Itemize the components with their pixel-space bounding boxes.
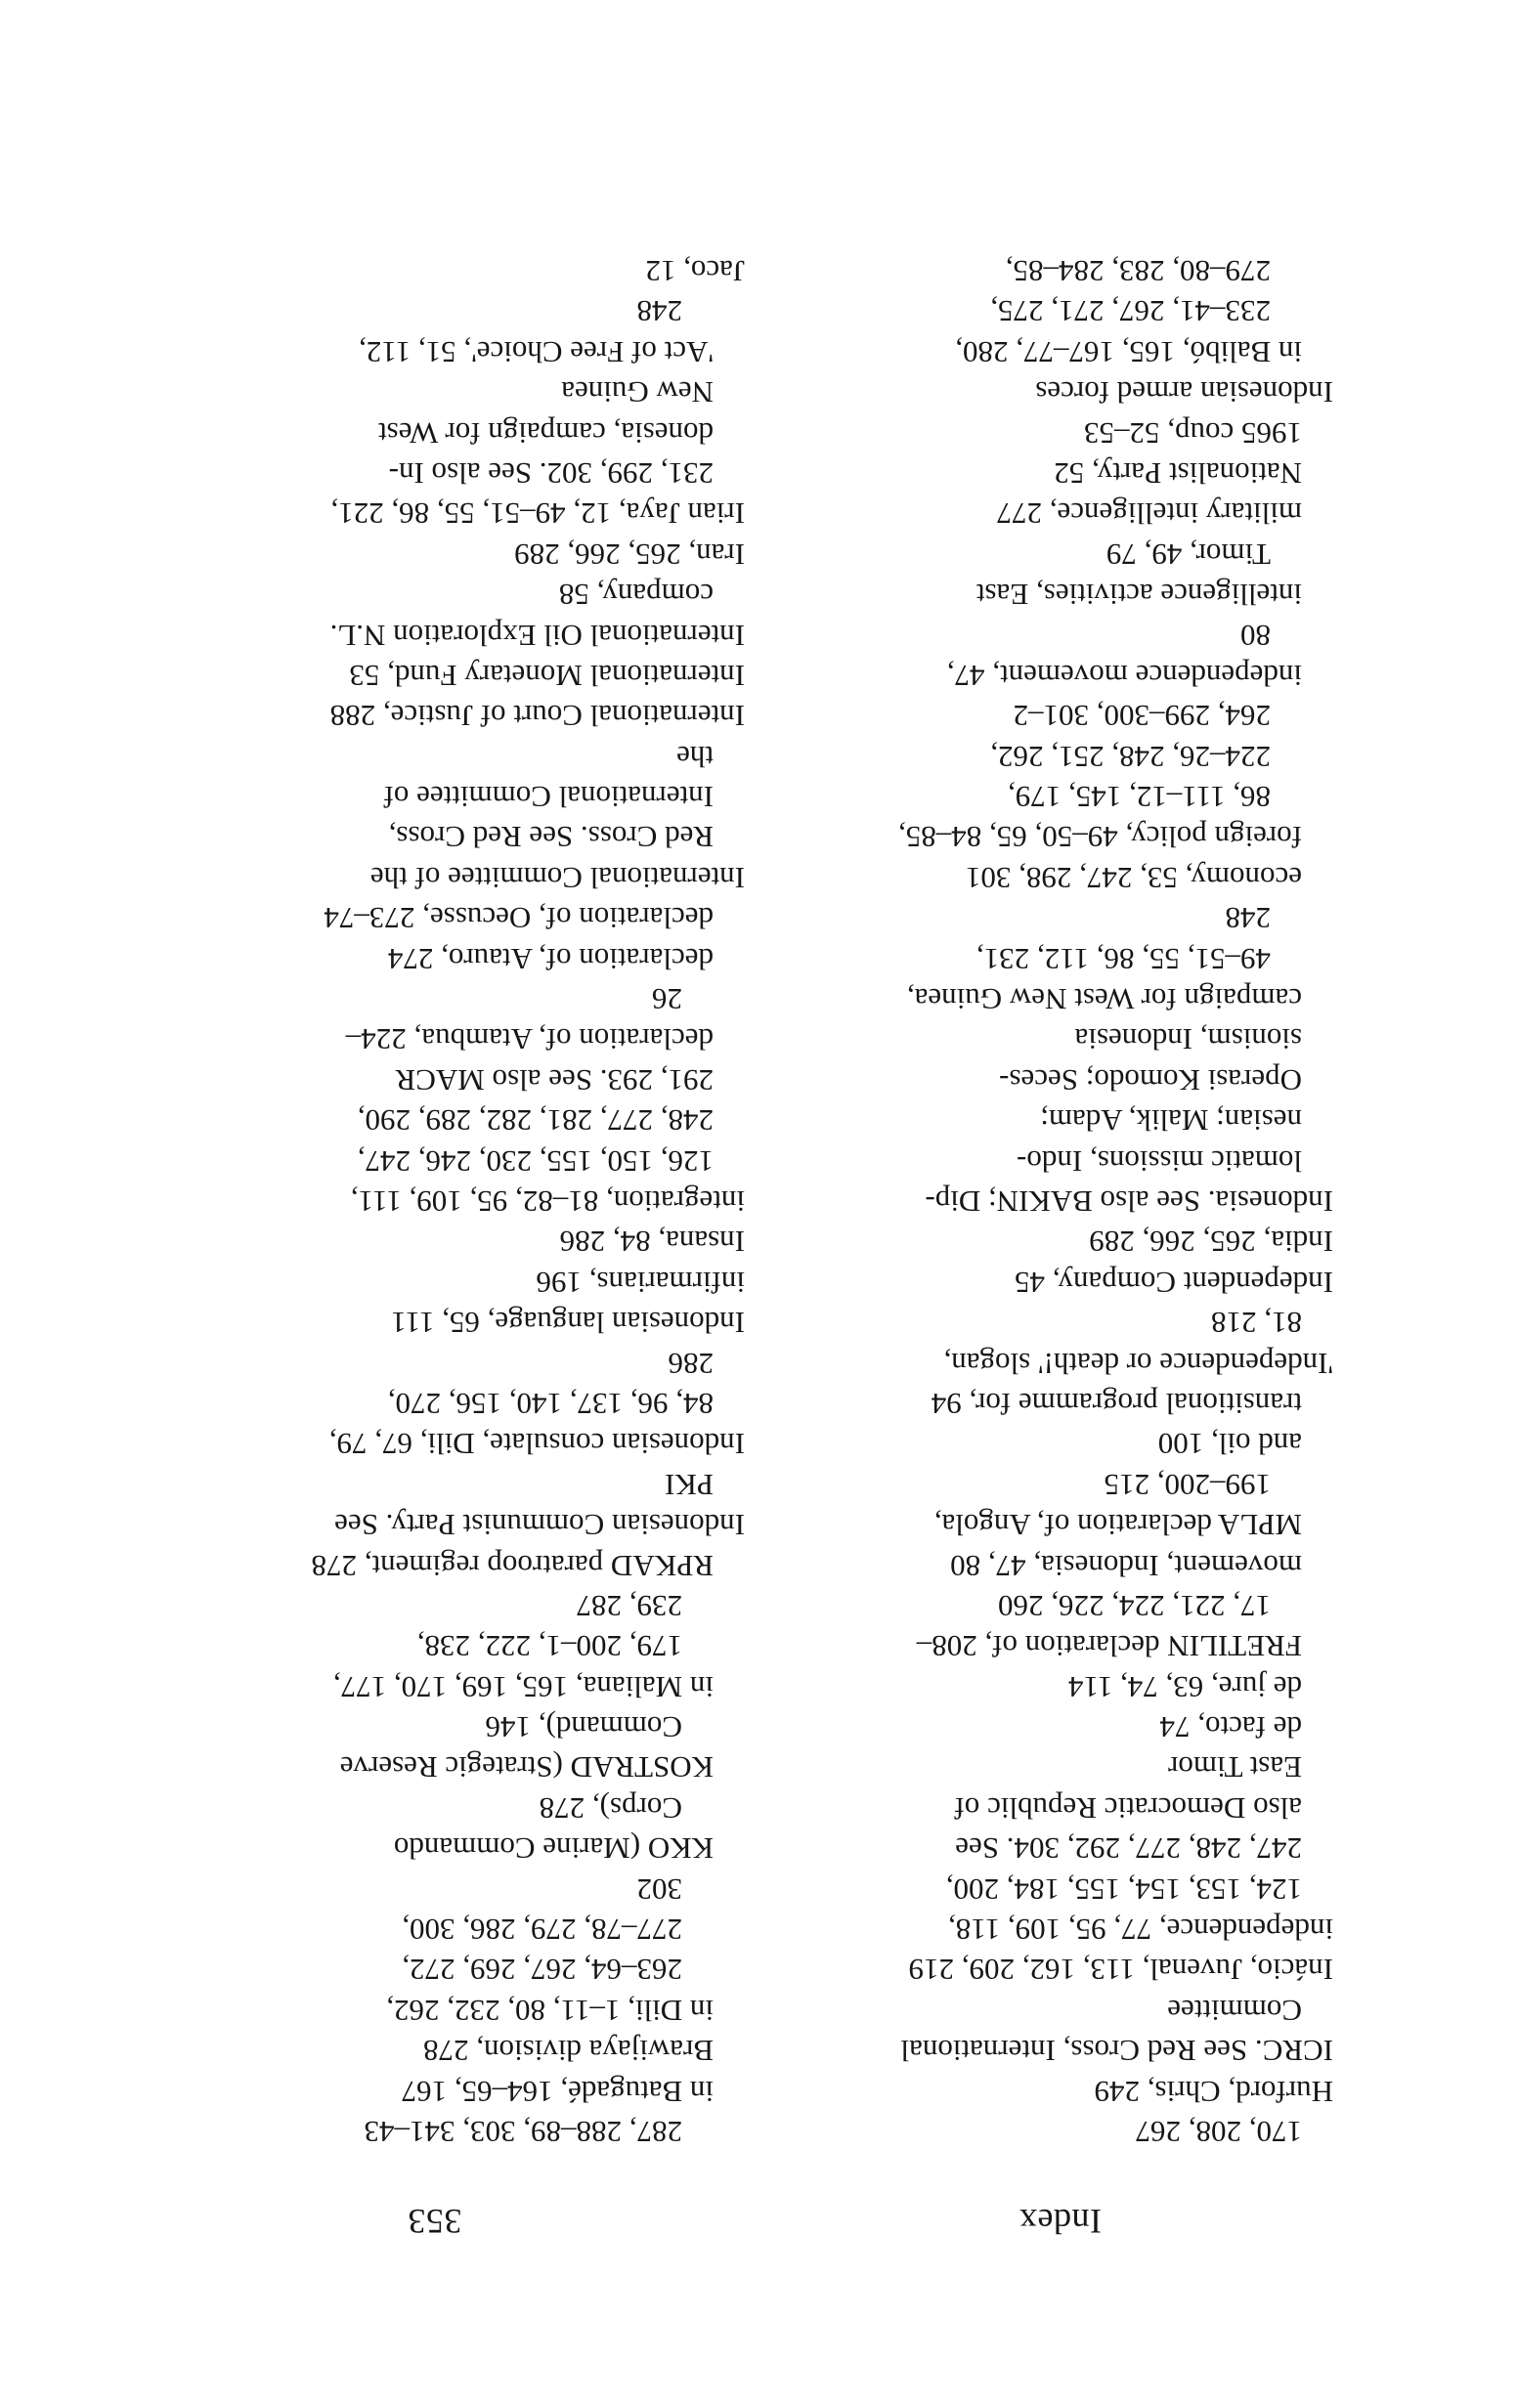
index-line: 279–80, 283, 284–85, <box>1005 254 1271 289</box>
index-line: Independent Company, 45 <box>1015 1265 1333 1300</box>
index-line: 231, 299, 302. See also In- <box>388 455 714 491</box>
index-column-left <box>825 251 1333 2152</box>
index-line: International Oil Exploration N.L. <box>329 618 745 653</box>
index-line: 81, 218 <box>1211 1306 1302 1341</box>
index-line: Brawijaya division, 278 <box>422 2034 714 2069</box>
index-line: RPKAD paratroop regiment, 278 <box>311 1548 714 1583</box>
running-head <box>408 2193 1102 2242</box>
index-line: Command), 146 <box>485 1710 682 1745</box>
index-column-right <box>237 251 745 2152</box>
index-line: the <box>676 739 714 774</box>
index-line: de jure, 63, 74, 114 <box>1067 1669 1302 1704</box>
index-line: 287, 288–89, 303, 341–43 <box>364 2115 682 2149</box>
index-line: in Dili, 1–11, 80, 232, 262, <box>386 1993 714 2028</box>
index-line: PKI <box>665 1467 714 1502</box>
index-line: 264, 299–300, 301–2 <box>1013 699 1271 734</box>
index-line: 170, 208, 267 <box>1135 2115 1302 2149</box>
index-line: 84, 96, 137, 140, 156, 270, <box>387 1386 714 1421</box>
index-line: and oil, 100 <box>1157 1427 1302 1462</box>
index-line: transitional programme for, 94 <box>931 1386 1302 1421</box>
index-line: lomatic missions, Indo- <box>1017 1143 1302 1179</box>
index-line: 49–51, 55, 86, 112, 231, <box>975 941 1271 976</box>
index-line: intelligence activities, East <box>975 578 1302 613</box>
index-line: India, 265, 266, 289 <box>1089 1225 1333 1260</box>
index-line: International Monetary Fund, 53 <box>349 658 745 693</box>
index-line: Inácio, Juvenal, 113, 162, 209, 219 <box>908 1953 1333 1988</box>
index-line: 247, 248, 277, 292, 304. See <box>955 1831 1302 1867</box>
index-line: campaign for West New Guinea, <box>906 982 1302 1017</box>
index-line: 233–41, 267, 271, 275, <box>990 294 1271 329</box>
index-line: 248 <box>1225 901 1271 936</box>
index-line: Indonesian Communist Party. See <box>334 1508 745 1543</box>
index-line: Hurford, Chris, 249 <box>1094 2074 1333 2109</box>
index-line: Jaco, 12 <box>645 254 745 289</box>
index-line: declaration of, Atambua, 224– <box>345 1022 714 1057</box>
index-line: 17, 221, 224, 226, 260 <box>998 1588 1271 1623</box>
index-line: Indonesia. See also BAKIN; Dip- <box>925 1184 1333 1220</box>
index-line: Committee <box>1167 1993 1302 2028</box>
index-line: company, 58 <box>558 578 714 613</box>
index-line: International Committee of the <box>369 860 745 895</box>
index-line: Corps), 278 <box>539 1790 682 1826</box>
index-line: 'Act of Free Choice', 51, 112, <box>359 334 714 369</box>
index-line: Irian Jaya, 12, 49–51, 55, 86, 221, <box>330 496 745 532</box>
index-line: movement, Indonesia, 47, 80 <box>950 1548 1302 1583</box>
index-line: independence, 77, 95, 109, 118, <box>947 1913 1333 1948</box>
index-line: 248, 277, 281, 282, 289, 290, <box>357 1103 714 1139</box>
index-line: also Democratic Republic of <box>954 1790 1302 1826</box>
index-line: 291, 293. See also MACR <box>395 1062 714 1097</box>
index-line: Iran, 265, 266, 289 <box>514 537 745 572</box>
index-line: 80 <box>1240 618 1271 653</box>
index-line: 'Independence or death!' slogan, <box>943 1346 1333 1381</box>
index-line: 199–200, 215 <box>1104 1467 1271 1502</box>
running-head-title: Index <box>1019 2202 1102 2241</box>
index-line: KKO (Marine Commando <box>393 1831 714 1867</box>
index-line: military intelligence, 277 <box>996 496 1302 532</box>
index-line: independence movement, 47, <box>946 658 1302 693</box>
index-line: New Guinea <box>561 375 714 410</box>
index-line: 302 <box>636 1871 682 1907</box>
index-line: 239, 287 <box>576 1588 682 1623</box>
index-line: East Timor <box>1168 1750 1302 1785</box>
index-line: 86, 111–12, 145, 179, <box>1008 780 1271 815</box>
index-line: 286 <box>668 1346 714 1381</box>
index-line: 124, 153, 154, 155, 184, 200, <box>945 1871 1302 1907</box>
index-line: 179, 200–1, 222, 238, <box>416 1629 682 1664</box>
index-line: in Balibó, 165, 167–77, 280, <box>955 334 1302 369</box>
index-line: Insana, 84, 286 <box>559 1225 745 1260</box>
index-line: infirmarians, 196 <box>536 1265 745 1300</box>
index-line: 263–64, 267, 269, 272, <box>402 1953 682 1988</box>
index-line: FRETILIN declaration of, 208– <box>916 1629 1302 1664</box>
index-line: sionism, Indonesia <box>1074 1022 1302 1057</box>
index-line: de facto, 74 <box>1159 1710 1302 1745</box>
index-line: 126, 150, 155, 230, 246, 247, <box>357 1143 714 1179</box>
index-line: in Maliana, 165, 169, 170, 177, <box>332 1669 714 1704</box>
index-line: 26 <box>652 982 682 1017</box>
index-line: Timor, 49, 79 <box>1105 537 1271 572</box>
index-line: International Committee of <box>383 780 714 815</box>
index-line: 248 <box>636 294 682 329</box>
index-line: nesian; Malik, Adam; <box>1040 1103 1302 1139</box>
index-line: MPLA declaration of, Angola, <box>933 1508 1302 1543</box>
index-line: donesia, campaign for West <box>378 415 714 451</box>
index-line: integration, 81–82, 95, 109, 111, <box>350 1184 745 1220</box>
index-line: 277–78, 279, 286, 300, <box>402 1913 682 1948</box>
index-line: declaration of, Atauro, 274 <box>387 941 714 976</box>
index-line: 224–26, 248, 251, 262, <box>990 739 1271 774</box>
index-line: 1965 coup, 52–53 <box>1083 415 1302 451</box>
index-line: International Court of Justice, 288 <box>329 699 745 734</box>
index-line: ICRC. See Red Cross, International <box>900 2034 1333 2069</box>
index-line: Operasi Komodo; Seces- <box>999 1062 1302 1097</box>
index-line: KOSTRAD (Strategic Reserve <box>339 1750 714 1785</box>
index-line: declaration of, Oecusse, 273–74 <box>324 901 714 936</box>
index-line: economy, 53, 247, 298, 301 <box>965 860 1302 895</box>
index-line: Nationalist Party, 52 <box>1054 455 1302 491</box>
index-line: in Batugadé, 164–65, 167 <box>401 2074 714 2109</box>
index-line: Indonesian consulate, Dili, 67, 79, <box>328 1427 745 1462</box>
page-number: 353 <box>408 2202 462 2241</box>
index-line: Red Cross. See Red Cross, <box>388 820 714 855</box>
index-line: foreign policy, 49–50, 65, 84–85, <box>898 820 1302 855</box>
index-line: Indonesian language, 65, 111 <box>391 1306 745 1341</box>
index-line: Indonesian armed forces <box>1035 375 1333 410</box>
